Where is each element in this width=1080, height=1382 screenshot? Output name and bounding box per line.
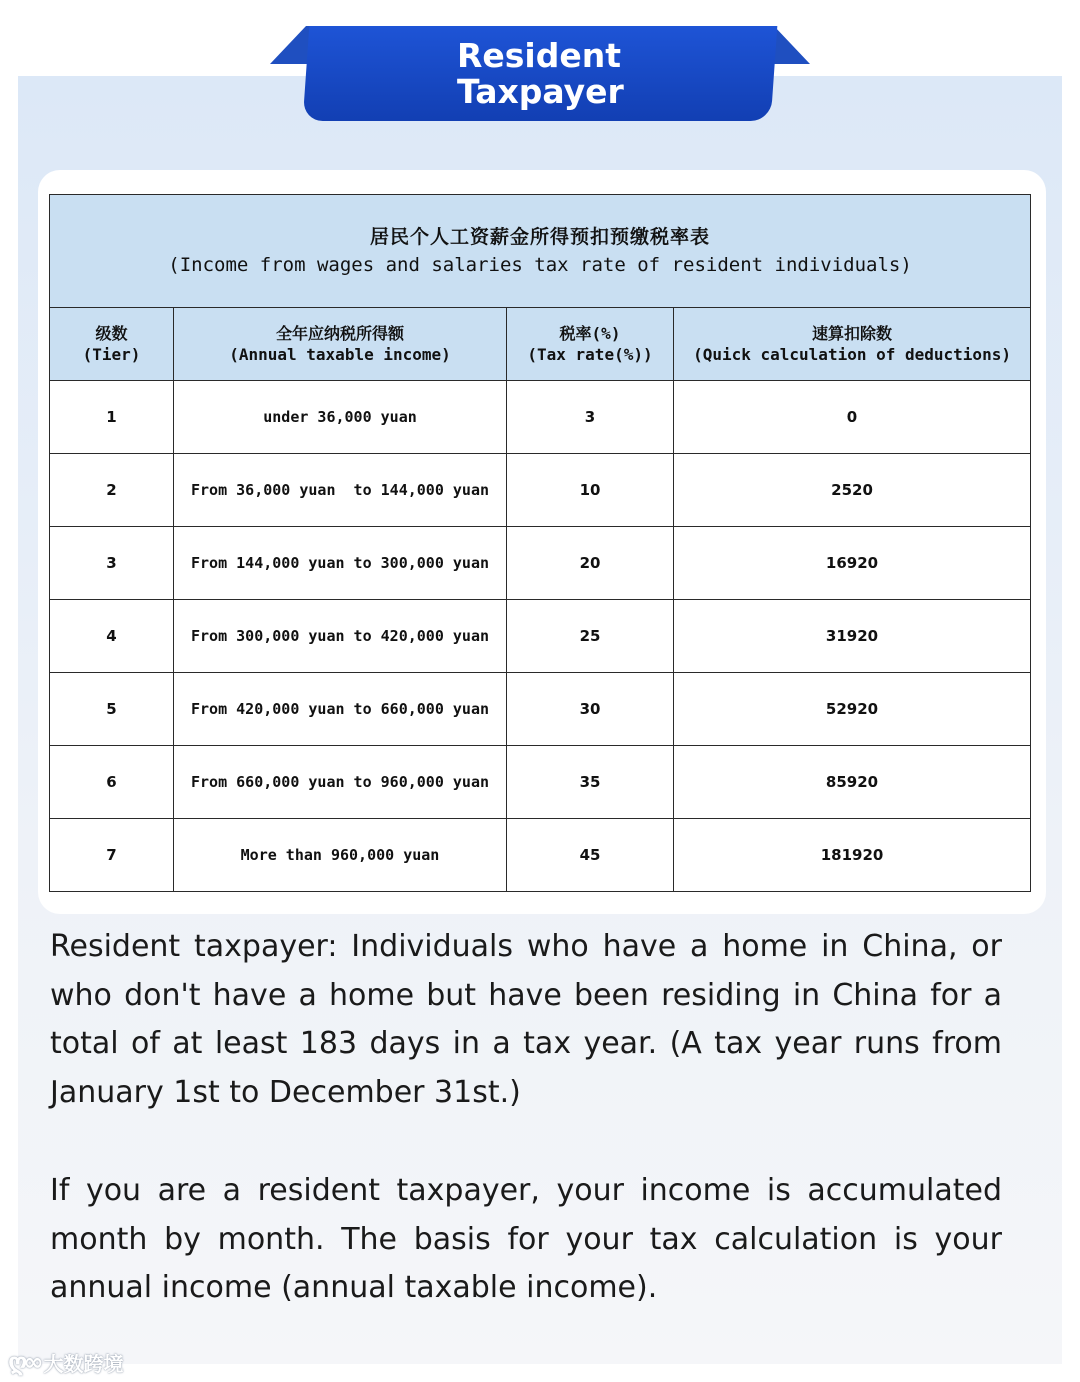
cell-deduction: 31920: [674, 600, 1031, 673]
table-title-cell: [50, 195, 1031, 308]
cell-deduction: 85920: [674, 746, 1031, 819]
income-basis-paragraph: If you are a resident taxpayer, your income is accumulated month by month. The basis for your tax calculation is your annual income (annual taxable income).: [50, 1173, 1002, 1305]
header-rate-en: (Tax rate(%)): [527, 345, 653, 364]
cell-tier: 2: [50, 454, 174, 527]
table-row: [50, 746, 1031, 819]
cell-income: From 36,000 yuan to 144,000 yuan: [174, 454, 507, 527]
cell-income: From 300,000 yuan to 420,000 yuan: [174, 600, 507, 673]
cell-rate: 35: [507, 746, 674, 819]
definition-paragraph: Resident taxpayer: Individuals who have a home in China, or who don't have a home but have been residing in China for a total of at least 183 days in a tax year. (A tax year runs from January 1st to December 31st.): [50, 929, 1002, 1110]
cell-rate: 10: [507, 454, 674, 527]
cell-deduction: 181920: [674, 819, 1031, 892]
cell-income: From 660,000 yuan to 960,000 yuan: [174, 746, 507, 819]
tax-rate-table: [49, 194, 1031, 892]
table-row: [50, 600, 1031, 673]
cell-deduction: 0: [674, 381, 1031, 454]
header-tier-en: (Tier): [82, 345, 141, 364]
header-banner: [270, 26, 810, 122]
header-rate-zh: 税率(%): [559, 324, 621, 343]
cell-tier: 6: [50, 746, 174, 819]
cell-rate: 45: [507, 819, 674, 892]
watermark-logo-icon: ღ∞: [8, 1348, 40, 1376]
cell-tier: 4: [50, 600, 174, 673]
header-tier: [50, 308, 174, 381]
table-row: [50, 527, 1031, 600]
cell-deduction: 52920: [674, 673, 1031, 746]
cell-deduction: 2520: [674, 454, 1031, 527]
cell-deduction: 16920: [674, 527, 1031, 600]
cell-rate: 3: [507, 381, 674, 454]
header-rate: [507, 308, 674, 381]
table-row: [50, 454, 1031, 527]
watermark: [8, 1346, 124, 1378]
header-income-en: (Annual taxable income): [229, 345, 451, 364]
cell-income: More than 960,000 yuan: [174, 819, 507, 892]
header-deduction: [674, 308, 1031, 381]
header-income-zh: 全年应纳税所得额: [275, 324, 404, 343]
cell-rate: 30: [507, 673, 674, 746]
cell-income: under 36,000 yuan: [174, 381, 507, 454]
header-deduction-en: (Quick calculation of deductions): [693, 345, 1011, 364]
cell-tier: 3: [50, 527, 174, 600]
cell-tier: 7: [50, 819, 174, 892]
table-header-row: [50, 308, 1031, 381]
table-row: [50, 673, 1031, 746]
table-row: [50, 819, 1031, 892]
page-title: Resident Taxpayer: [456, 35, 624, 111]
watermark-text: 大数跨境: [43, 1351, 124, 1376]
cell-rate: 25: [507, 600, 674, 673]
cell-income: From 144,000 yuan to 300,000 yuan: [174, 527, 507, 600]
header-tier-zh: 级数: [95, 324, 128, 343]
banner-ribbon: [303, 26, 778, 121]
table-card: [38, 170, 1046, 914]
header-income: [174, 308, 507, 381]
cell-tier: 1: [50, 381, 174, 454]
table-title-zh: 居民个人工资薪金所得预扣预缴税率表: [370, 226, 711, 248]
cell-income: From 420,000 yuan to 660,000 yuan: [174, 673, 507, 746]
header-deduction-zh: 速算扣除数: [812, 324, 893, 343]
cell-tier: 5: [50, 673, 174, 746]
cell-rate: 20: [507, 527, 674, 600]
table-title-row: [50, 195, 1031, 308]
table-row: [50, 381, 1031, 454]
table-title-en: (Income from wages and salaries tax rate of resident individuals): [168, 254, 912, 276]
